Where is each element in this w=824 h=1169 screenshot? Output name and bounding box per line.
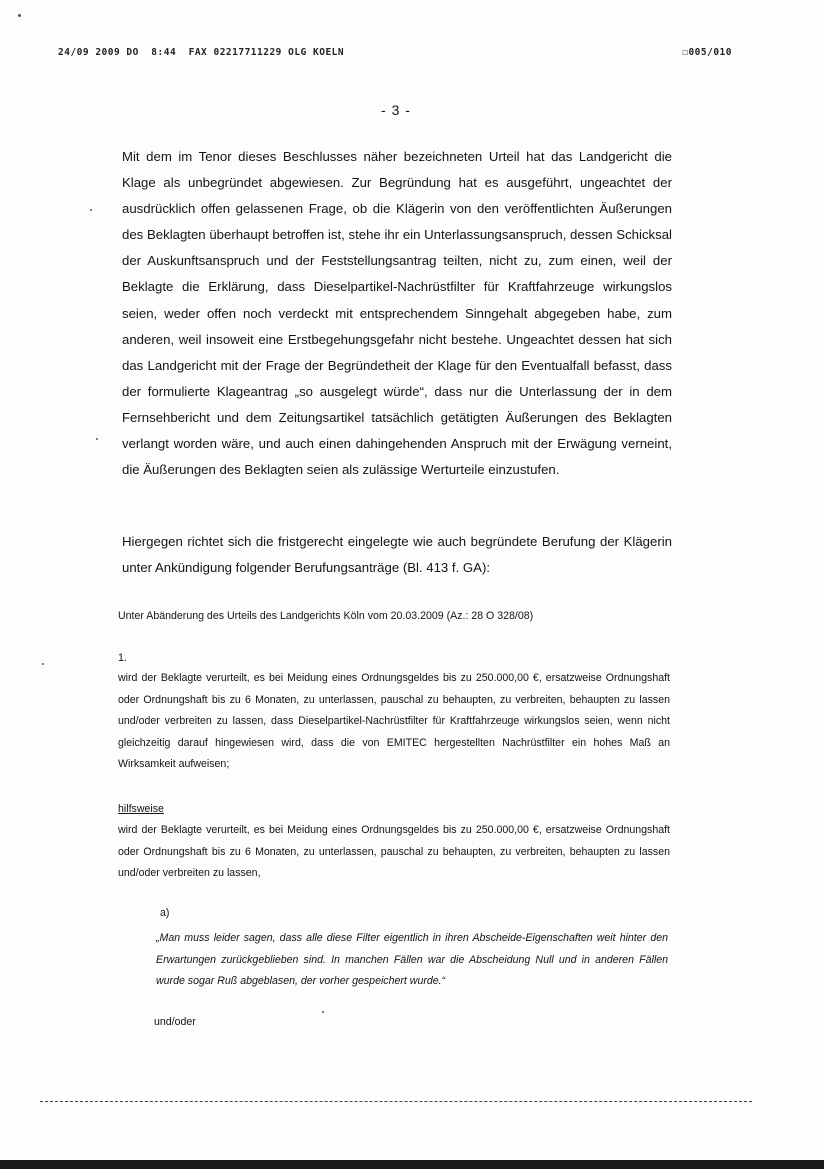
fax-transmission-header [58, 47, 732, 63]
page-number: - 3 - [381, 102, 411, 118]
sub-item-a-label: a) [160, 907, 170, 919]
motion-number-1: 1. [118, 652, 127, 664]
alternative-heading: hilfsweise [118, 803, 164, 815]
paragraph-appeal: Hiergegen richtet sich die fristgerecht eingelegte wie auch begründete Berufung der Klägerin unter Ankündigung folgender Berufungsanträge (Bl. 413 f. GA): [122, 534, 672, 576]
motion-intro: Unter Abänderung des Urteils des Landgerichts Köln vom 20.03.2009 (Az.: 28 O 328/08) [118, 610, 534, 622]
quoted-statement-a: „Man muss leider sagen, dass alle diese Filter eigentlich in ihren Abscheide-Eigenschaften weit hinter den Erwartungen zurückgeblieben sind. In manchen Fällen war die Abscheidung Null und in anderen Fällen wurde sogar Ruß abgeblasen, der vorher gespeichert wurde.“ [156, 932, 668, 987]
scan-speck [18, 14, 21, 17]
motion-1-text: wird der Beklagte verurteilt, es bei Meidung eines Ordnungsgeldes bis zu 250.000,00 €, ersatzweise Ordnungshaft oder Ordnungshaft bis zu 6 Monaten, zu unterlassen, pauschal zu behaupten, zu verbreiten, behaupten zu lassen und/oder verbreiten zu lassen, dass Dieselpartikel-Nachrüstfilter für Kraftfahrzeuge wirkungslos seien, wenn nicht gleichzeitig darauf hingewiesen wird, dass die von EMITEC hergestellten Nachrüstfilter ein hohes Maß an Wirksamkeit aufweisen; [118, 672, 670, 770]
scan-speck [96, 438, 98, 440]
scan-speck [322, 1011, 324, 1013]
scan-speck [42, 663, 44, 665]
fax-page-counter: ☐005/010 [682, 47, 732, 58]
fax-header-left: 24/09 2009 DO 8:44 FAX 02217711229 OLG KOELN [58, 47, 345, 58]
scan-edge-bar [0, 1160, 824, 1169]
alternative-motion-text: wird der Beklagte verurteilt, es bei Meidung eines Ordnungsgeldes bis zu 250.000,00 €, ersatzweise Ordnungshaft oder Ordnungshaft bis zu 6 Monaten, zu unterlassen, pauschal zu behaupten, zu verbreiten, behaupten zu lassen und/oder verbreiten zu lassen, [118, 824, 670, 879]
scan-speck [90, 209, 92, 211]
and-or-connector: und/oder [154, 1016, 196, 1028]
bottom-dashed-rule [40, 1101, 752, 1102]
paragraph-judgment-summary: Mit dem im Tenor dieses Beschlusses näher bezeichneten Urteil hat das Landgericht die Klage als unbegründet abgewiesen. Zur Begründung hat es ausgeführt, ungeachtet der ausdrücklich offen gelassenen Frage, ob die Klägerin von den veröffentlichten Äußerungen des Beklagten überhaupt betroffen ist, stehe ihr ein Unterlassungsanspruch, dessen Schicksal der Auskunftsanspruch und der Feststellungsantrag teilten, nicht zu, zum einen, weil der Beklagte die Erklärung, dass Dieselpartikel-Nachrüstfilter für Kraftfahrzeuge wirkungslos seien, weder offen noch verdeckt mit entsprechendem Sinngehalt abgegeben habe, zum anderen, weil insoweit eine Erstbegehungsgefahr nicht bestehe. Ungeachtet dessen hat sich das Landgericht mit der Frage der Begründetheit der Klage für den Eventualfall befasst, dass der formulierte Klageantrag „so ausgelegt würde“, dass nur die Unterlassung der in dem Fernsehbericht und dem Zeitungsartikel tatsächlich getätigten Äußerungen des Beklagten verlangt worden wäre, und auch einen dahingehenden Anspruch mit der Erwägung verneint, die Äußerungen des Beklagten seien als zulässige Werturteile einzustufen. [122, 149, 672, 478]
